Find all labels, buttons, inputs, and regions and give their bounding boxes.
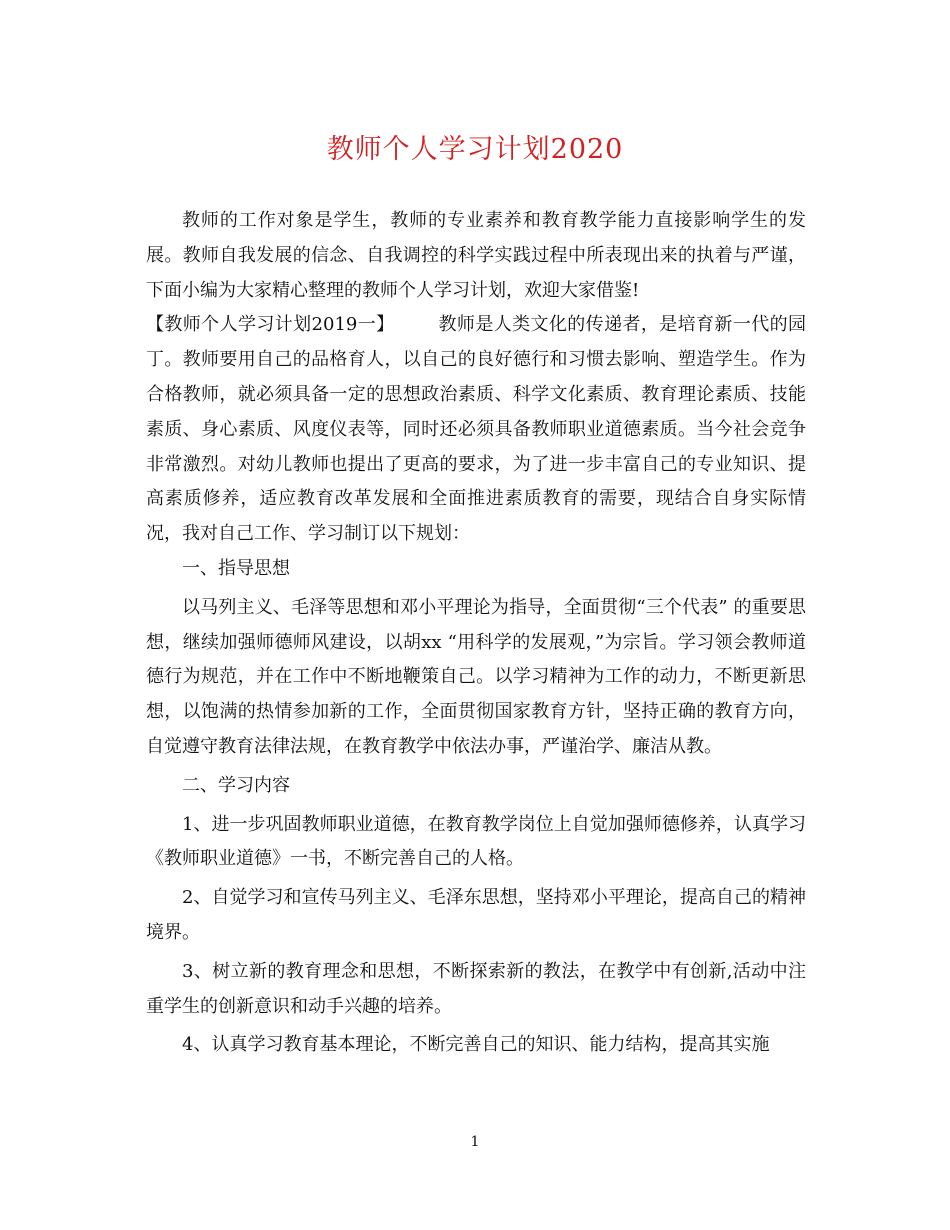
page-number: 1 [470, 1134, 480, 1150]
heading-study-content: 二、学习内容 [182, 774, 290, 796]
section1-text: 教师是人类文化的传递者，是培育新一代的园丁。教师要用自己的品格育人，以自己的良好德行和习惯去影响、塑造学生。作为合格教师，就必须具备一定的思想政治素质、科学文化素质、教育理论素质、技能素质、身心素质、风度仪表等，同时还必须具备教师职业道德素质。当今社会竞争非常激烈。对幼儿教师也提出了更高的要求，为了进一步丰富自己的专业知识、提高素质修养，适应教育改革发展和全面推进素质教育的需要，现结合自身实际情况，我对自己工作、学习制订以下规划： [146, 314, 806, 545]
section1-paragraph [146, 308, 806, 552]
guiding-paragraph: 以马列主义、毛泽等思想和邓小平理论为指导，全面贯彻“三个代表” 的重要思想，继续加强师德师风建设，以胡xx “用科学的发展观，”为宗旨。学习领会教师道德行为规范，并在工作中不断地鞭策自己。以学习精神为工作的动力，不断更新思想，以饱满的热情参加新的工作，全面贯彻国家教育方针，坚持正确的教育方向，自觉遵守教育法律法规，在教育教学中依法办事，严谨治学、廉洁从教。 [146, 596, 806, 757]
heading-guiding-ideology: 一、指导思想 [182, 557, 290, 579]
list-item: 1、进一步巩固教师职业道德，在教育教学岗位上自觉加强师德修养，认真学习《教师职业道德》一书，不断完善自己的人格。 [146, 813, 806, 870]
intro-paragraph: 教师的工作对象是学生，教师的专业素养和教育教学能力直接影响学生的发展。教师自我发展的信念、自我调控的科学实践过程中所表现出来的执着与严谨，下面小编为大家精心整理的教师个人学习计划，欢迎大家借鉴! [146, 210, 806, 301]
section1-label: 【教师个人学习计划2019一】 [146, 314, 395, 336]
document-title: 教师个人学习计划2020 [326, 134, 624, 165]
list-item: 4、认真学习教育基本理论，不断完善自己的知识、能力结构，提高其实施 [182, 1034, 770, 1056]
list-item: 3、树立新的教育理念和思想，不断探索新的教法，在教学中有创新,活动中注重学生的创新意识和动手兴趣的培养。 [146, 960, 806, 1017]
document-body [146, 204, 806, 1063]
list-item: 2、自觉学习和宣传马列主义、毛泽东思想，坚持邓小平理论，提高自己的精神境界。 [146, 887, 806, 943]
